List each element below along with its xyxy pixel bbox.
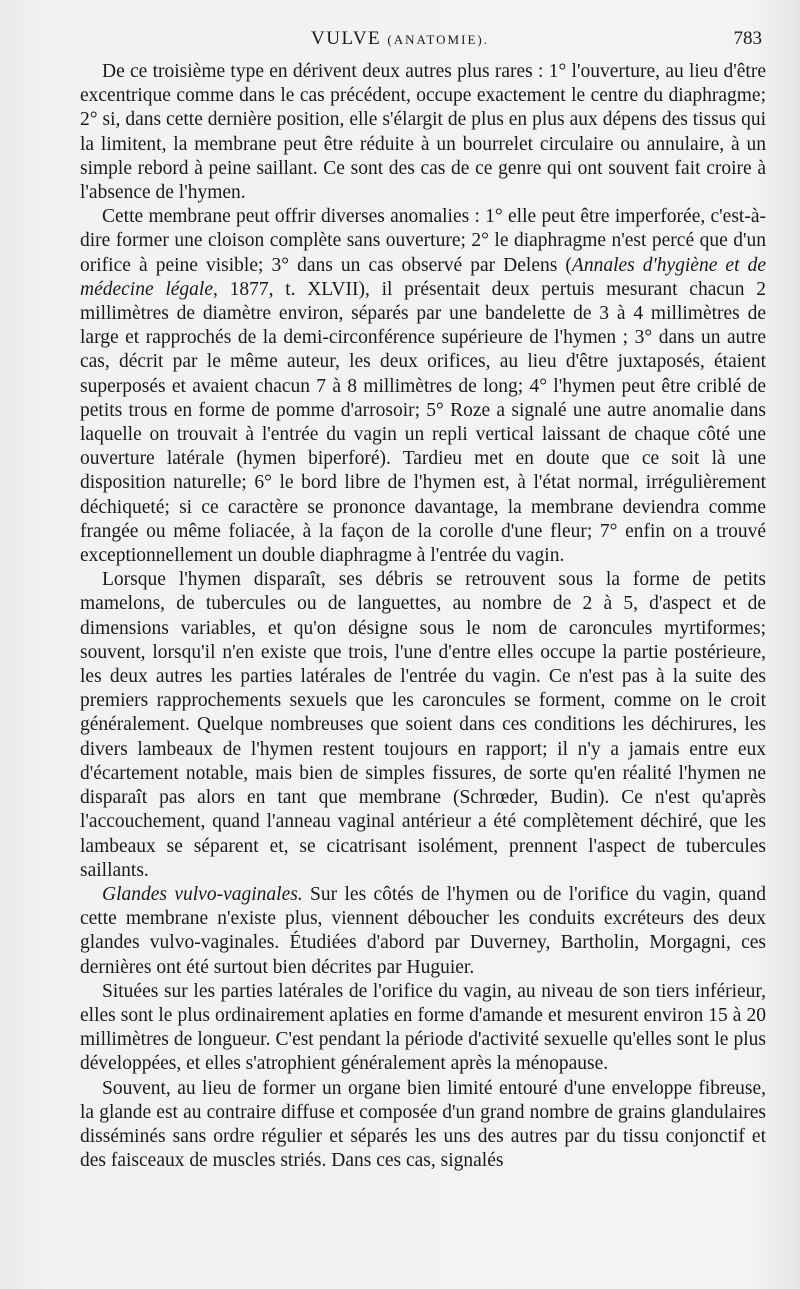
running-title-sub: (ANATOMIE). — [387, 32, 489, 47]
paragraph-text-part-b: , 1877, t. XLVII), il présentait deux pertuis mesurant chacun 2 millimètres de diamètre environ, séparés par une bandelette de 3 à 4 millimètres de large et rapprochés de la demi-circonférence supérieure de l'hymen ; 3° dans un autre cas, décrit par le même auteur, les deux orifices, au lieu d'être juxtaposés, étaient superposés et avaient chacun 7 à 8 millimètres de long; 4° l'hymen peut être criblé de petits trous en forme de pomme d'arrosoir; 5° Roze a signalé une autre anomalie dans laquelle on trouvait à l'entrée du vagin un repli vertical laissant de chaque côté une ouverture latérale (hymen biperforé). Tardieu met en doute que ce soit là une disposition naturelle; 6° le bord libre de l'hymen est, à l'état normal, irrégulièrement déchiqueté; si ce caractère se prononce davantage, la membrane deviendra comme frangée ou même foliacée, à la façon de la corolle d'une fleur; 7° enfin on a trouvé exceptionnellement un double diaphragme à l'entrée du vagin. — [80, 278, 766, 567]
body-text — [80, 60, 766, 1173]
paragraph-text: Sur les côtés de l'hymen ou de l'orifice du vagin, quand cette membrane n'existe plus, viennent déboucher les conduits excréteurs des deux glandes vulvo-vaginales. Étudiées d'abord par Duverney, Bartholin, Morgagni, ces dernières ont été surtout bien décrites par Huguier. — [80, 883, 766, 978]
running-title-main: VULVE — [311, 28, 382, 49]
paragraph-hymen-types — [80, 60, 766, 205]
paragraph-text: Souvent, au lieu de former un organe bien limité entouré d'une enveloppe fibreuse, la glande est au contraire diffuse et composée d'un grand nombre de grains glandulaires disséminés sans ordre régulier et séparés les uns des autres par du tissu conjonctif et des faisceaux de muscles striés. Dans ces cas, signalés — [80, 1077, 766, 1172]
paragraph-situees — [80, 980, 766, 1077]
journal-title-italic: Annales d'hygiène et de médecine légale — [80, 254, 766, 300]
paragraph-text: Situées sur les parties latérales de l'orifice du vagin, au niveau de son tiers inférieur, elles sont le plus ordinairement aplaties en forme d'amande et mesurent environ 15 à 20 millimètres de longueur. C'est pendant la période d'activité sexuelle qu'elles sont le plus développées, et elles s'atrophient généralement après la ménopause. — [80, 980, 766, 1075]
page-number: 783 — [733, 28, 762, 49]
paragraph-souvent — [80, 1077, 766, 1174]
section-heading-italic: Glandes vulvo-vaginales. — [102, 883, 303, 905]
paragraph-text-part-a: Cette membrane peut offrir diverses anomalies : 1° elle peut être imperforée, c'est-à-dire former une cloison complète sans ouverture; 2° le diaphragme n'est percé que d'un orifice à peine visible; 3° dans un cas observé par Delens ( — [80, 206, 766, 276]
paragraph-text: De ce troisième type en dérivent deux autres plus rares : 1° l'ouverture, au lieu d'être excentrique comme dans le cas précédent, occupe exactement le centre du diaphragme; 2° si, dans cette dernière position, elle s'élargit de plus en plus aux dépens des tissus qui la limitent, la membrane peut être réduite à un bourrelet circulaire ou annulaire, à un simple rebord à peine saillant. Ce sont des cas de ce genre qui ont souvent fait croire à l'absence de l'hymen. — [80, 61, 766, 204]
paragraph-glandes — [80, 883, 766, 980]
page-header — [0, 28, 800, 54]
paragraph-anomalies — [80, 205, 766, 568]
paragraph-caroncules — [80, 568, 766, 883]
running-title — [0, 28, 800, 50]
paragraph-text: Lorsque l'hymen disparaît, ses débris se retrouvent sous la forme de petits mamelons, de tubercules ou de languettes, au nombre de 2 à 5, d'aspect et de dimensions variables, et qu'on désigne sous le nom de caroncules myrtiformes; souvent, lorsqu'il n'en existe que trois, l'une d'entre elles occupe la partie postérieure, les deux autres les parties latérales de l'entrée du vagin. Ce n'est pas à la suite des premiers rapprochements sexuels que les caroncules se forment, comme on le croit généralement. Quelque nombreuses que soient dans ces conditions les déchirures, les divers lambeaux de l'hymen restent toujours en rapport; il n'y a jamais entre eux d'écartement notable, mais bien de simples fissures, de sorte qu'en réalité l'hymen ne disparaît pas alors en tant que membrane (Schrœder, Budin). Ce n'est qu'après l'accouchement, quand l'anneau vaginal antérieur a été complètement déchiré, que les lambeaux se séparent et, se cicatrisant isolément, prennent l'aspect de tubercules saillants. — [80, 569, 766, 881]
